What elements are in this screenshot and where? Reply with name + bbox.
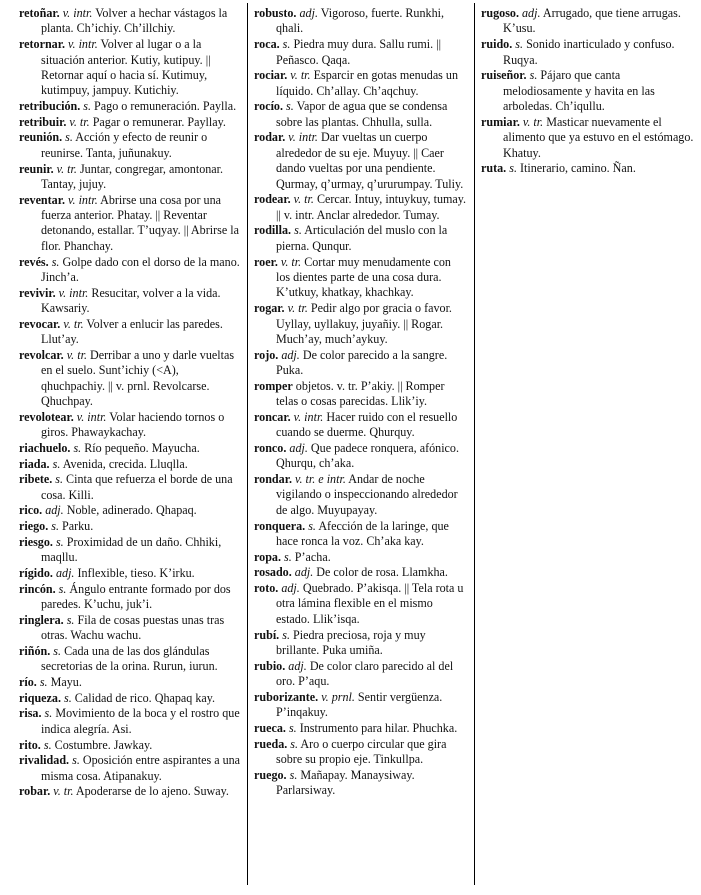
dictionary-entry <box>254 721 468 736</box>
entry-grammar: s. <box>58 581 67 596</box>
dictionary-entry <box>481 115 695 161</box>
dictionary-entry <box>254 130 468 192</box>
dictionary-entry <box>19 255 243 286</box>
dictionary-entry <box>19 193 243 255</box>
entry-grammar: v. tr. <box>56 161 77 176</box>
entry-grammar: adj. <box>289 440 308 455</box>
entry-grammar: v. prnl. <box>321 689 355 704</box>
dictionary-entry <box>19 519 243 534</box>
entry-definition: Volver al lugar o a la situación anterior. Kutiy, kutipuy. || Retornar aquí o hacia sí. Kutimuy, kutimpuy, jampuy. Kutichiy. <box>41 37 211 98</box>
entry-definition: Mayu. <box>50 675 82 689</box>
entry-grammar: v. tr. <box>63 316 84 331</box>
entry-headword: rueda. <box>254 736 288 751</box>
dictionary-entry <box>481 37 695 68</box>
dictionary-entry <box>254 659 468 690</box>
entry-grammar: v. intr. <box>293 409 324 424</box>
entry-definition: Sentir vergüenza. P’inqakuy. <box>276 689 443 720</box>
dictionary-entry <box>254 37 468 68</box>
entry-grammar: adj. <box>522 6 541 20</box>
entry-headword: ringlera. <box>19 612 64 627</box>
entry-grammar: s. <box>43 737 52 752</box>
entry-headword: ropa. <box>254 549 281 564</box>
dictionary-entry <box>19 472 243 503</box>
entry-headword: riego. <box>19 519 49 534</box>
entry-grammar: v. tr. <box>293 192 314 207</box>
entry-headword: rubio. <box>254 658 286 673</box>
dictionary-entry <box>254 410 468 441</box>
dictionary-entry <box>254 301 468 347</box>
dictionary-entry <box>254 192 468 223</box>
entry-definition: Instrumento para hilar. Phuchka. <box>299 720 458 735</box>
entry-definition: Costumbre. Jawkay. <box>54 737 153 752</box>
dictionary-entry <box>19 99 243 114</box>
entry-headword: risa. <box>19 706 42 721</box>
entry-headword: revolotear. <box>19 409 74 424</box>
entry-grammar: adj. <box>45 503 64 518</box>
dictionary-entry <box>19 410 243 441</box>
entry-grammar: s. <box>529 68 538 83</box>
entry-definition: Avenida, crecida. Lluqlla. <box>62 456 188 471</box>
entry-definition: Dar vueltas un cuerpo alrededor de su eje. Muyuy. || Caer dando vueltas por una pendiente. Qurmay, q’urmay, q’ururumpay. Tuliy. <box>276 130 464 191</box>
dictionary-entry <box>19 162 243 193</box>
entry-definition: De color de rosa. Llamkha. <box>316 565 448 580</box>
entry-headword: rodear. <box>254 192 291 207</box>
entry-grammar: s. <box>66 612 75 627</box>
entry-definition: Fila de cosas puestas unas tras otras. Wachu wachu. <box>41 612 225 643</box>
dictionary-entry <box>481 6 695 37</box>
entry-definition: Aro o cuerpo circular que gira sobre su propio eje. Tinkullpa. <box>276 736 447 767</box>
entry-grammar: v. intr. <box>288 130 318 145</box>
entry-headword: rugoso. <box>481 6 519 20</box>
entry-headword: ronquera. <box>254 518 306 533</box>
entry-headword: retribuir. <box>19 114 67 129</box>
dictionary-entry <box>19 582 243 613</box>
entry-grammar: s. <box>55 472 64 487</box>
entry-definition: Afección de la laringe, que hace ronca la voz. Ch’aka kay. <box>276 518 449 548</box>
entry-definition: Piedra preciosa, roja y muy brillante. Puka umiña. <box>276 627 426 657</box>
entry-definition: Articulación del muslo con la pierna. Qunqur. <box>276 223 448 253</box>
entry-headword: río. <box>19 675 37 689</box>
entry-headword: rogar. <box>254 301 285 316</box>
entry-headword: rincón. <box>19 581 56 596</box>
entry-definition: Inflexible, tieso. K’irku. <box>77 565 195 580</box>
entry-definition: Itinerario, camino. Ñan. <box>520 161 636 176</box>
dictionary-entry <box>19 441 243 456</box>
dictionary-entry <box>19 753 243 784</box>
entry-definition: Ángulo entrante formado por dos paredes. K’uchu, juk’i. <box>41 581 231 612</box>
entry-headword: riada. <box>19 456 50 471</box>
entry-grammar: s. <box>64 690 72 705</box>
entry-headword: revocar. <box>19 316 61 331</box>
entry-definition: Quebrado. P’akisqa. || Tela rota u otra lámina flexible en el mismo estado. Llik’isqa. <box>276 581 464 626</box>
entry-headword: ronco. <box>254 440 287 455</box>
dictionary-entry <box>481 68 695 114</box>
entry-definition: Volver a hechar vástagos la planta. Ch’ichiy. Ch’illchiy. <box>41 6 228 36</box>
entry-definition: Acción y efecto de reunir o reunirse. Tanta, juñunakuy. <box>41 130 208 160</box>
dictionary-entry <box>19 286 243 317</box>
dictionary-entry <box>19 613 243 644</box>
entry-definition: Masticar nuevamente el alimento que ya estuvo en el estómago. Khatuy. <box>503 114 694 160</box>
entry-headword: retribución. <box>19 99 81 114</box>
entry-headword: rito. <box>19 737 41 752</box>
entry-headword: rodilla. <box>254 223 292 238</box>
entry-grammar: v. tr. e intr. <box>295 472 346 487</box>
entry-grammar: s. <box>51 519 59 534</box>
entry-grammar: s. <box>282 627 290 642</box>
entry-definition: Que padece ronquera, afónico. Qhurqu, ch’aka. <box>276 440 459 471</box>
entry-grammar: s. <box>294 223 302 238</box>
entry-definition: Abrirse una cosa por una fuerza anterior. Phatay. || Reventar detonando, estallar. T’uqyay. || Abrirse la flor. Phanchay. <box>41 192 239 253</box>
dictionary-entry <box>19 644 243 675</box>
entry-definition: Derribar a uno y darle vueltas en el suelo. Sunt’ichiy (<A), qhuchpachiy. || v. prnl. Revolcarse. Qhuchpay. <box>41 347 235 409</box>
dictionary-entry <box>19 130 243 161</box>
entry-headword: robar. <box>19 784 51 799</box>
entry-grammar: s. <box>290 736 299 751</box>
entry-headword: rociar. <box>254 68 288 83</box>
dictionary-entry <box>19 675 243 690</box>
entry-headword: rodar. <box>254 130 286 145</box>
entry-definition: Vapor de agua que se condensa sobre las plantas. Chhulla, sulla. <box>276 99 448 129</box>
dictionary-entry <box>254 628 468 659</box>
entry-definition: Sonido inarticulado y confuso. Ruqya. <box>503 37 675 67</box>
entry-headword: rosado. <box>254 565 292 580</box>
entry-grammar: s. <box>289 767 298 782</box>
entry-headword: ruego. <box>254 767 287 782</box>
entry-definition: Pago o remuneración. Paylla. <box>94 99 237 114</box>
column-divider <box>247 3 248 885</box>
entry-grammar: v. tr. <box>287 301 308 316</box>
entry-definition: Cercar. Intuy, intuykuy, tumay. || v. intr. Anclar alrededor. Tumay. <box>276 192 467 222</box>
entry-headword: reventar. <box>19 192 66 207</box>
entry-definition: Piedra muy dura. Sallu rumi. || Peñasco. Qaqa. <box>276 37 442 67</box>
dictionary-entry <box>19 115 243 130</box>
dictionary-entry <box>19 784 243 799</box>
dictionary-entry <box>19 457 243 472</box>
entry-headword: romper <box>254 378 293 393</box>
entry-headword: revolcar. <box>19 347 64 362</box>
column-divider <box>474 3 475 885</box>
dictionary-entry <box>19 738 243 753</box>
dictionary-entry <box>481 161 695 176</box>
entry-headword: robusto. <box>254 6 297 20</box>
dictionary-entry <box>19 566 243 581</box>
entry-grammar: s. <box>308 518 316 533</box>
dictionary-entry <box>254 565 468 580</box>
entry-definition: Parku. <box>62 519 94 534</box>
entry-grammar: adj. <box>294 565 314 580</box>
entry-grammar: s. <box>73 440 82 455</box>
entry-definition: Mañapay. Manaysiway. Parlarsiway. <box>276 767 415 798</box>
entry-headword: retoñar. <box>19 6 60 20</box>
entry-definition: P’acha. <box>294 549 331 564</box>
entry-headword: roca. <box>254 37 280 52</box>
entry-grammar: v. tr. <box>280 254 302 269</box>
entry-definition: Pagar o remunerar. Payllay. <box>92 114 226 129</box>
entry-headword: ruido. <box>481 37 513 52</box>
entry-grammar: adj. <box>55 565 75 580</box>
entry-headword: rubí. <box>254 627 280 642</box>
entry-definition: Vigoroso, fuerte. Runkhi, qhali. <box>276 6 444 36</box>
entry-grammar: s. <box>44 706 53 721</box>
entry-headword: revés. <box>19 254 49 269</box>
dictionary-entry <box>254 441 468 472</box>
dictionary-entry <box>254 472 468 518</box>
entry-grammar: s. <box>72 753 80 768</box>
dictionary-entry <box>254 348 468 379</box>
entry-grammar: s. <box>284 549 292 564</box>
entry-definition: Cinta que refuerza el borde de una cosa. Killi. <box>41 472 233 502</box>
dictionary-entry <box>254 6 468 37</box>
dictionary-entry <box>254 255 468 301</box>
entry-headword: riqueza. <box>19 690 61 705</box>
entry-definition: Volver a enlucir las paredes. Llut’ay. <box>41 316 223 347</box>
entry-definition: objetos. v. tr. P’akiy. || Romper telas o cosas parecidas. Llik’iy. <box>276 378 445 409</box>
entry-definition: Juntar, congregar, amontonar. Tantay, jujuy. <box>41 161 224 191</box>
entry-definition: Arrugado, que tiene arrugas. K’usu. <box>503 6 681 36</box>
dictionary-entry <box>254 581 468 627</box>
entry-headword: riñón. <box>19 643 51 658</box>
entry-headword: retornar. <box>19 37 66 52</box>
entry-definition: Apoderarse de lo ajeno. Suway. <box>75 784 229 799</box>
entry-grammar: s. <box>53 643 62 658</box>
entry-grammar: adj. <box>281 347 300 362</box>
entry-grammar: v. tr. <box>290 68 311 83</box>
entry-headword: riesgo. <box>19 534 53 549</box>
entry-grammar: s. <box>39 675 48 689</box>
entry-headword: ruiseñor. <box>481 68 527 83</box>
dictionary-entry <box>19 503 243 518</box>
dictionary-entry <box>254 550 468 565</box>
dictionary-entry <box>254 223 468 254</box>
entry-grammar: s. <box>288 720 297 735</box>
entry-definition: De color parecido a la sangre. Puka. <box>276 347 448 378</box>
entry-headword: reunión. <box>19 130 63 145</box>
entry-headword: rumiar. <box>481 114 520 129</box>
dictionary-entry <box>19 691 243 706</box>
entry-definition: Proximidad de un daño. Chhiki, maqllu. <box>41 534 222 565</box>
entry-grammar: s. <box>55 534 64 549</box>
dictionary-entry <box>254 68 468 99</box>
entry-grammar: v. intr. <box>58 285 89 300</box>
entry-definition: Cada una de las dos glándulas secretorias de la orina. Rurun, iurun. <box>41 643 218 674</box>
entry-definition: Cortar muy menudamente con los dientes parte de una cosa dura. K’utkuy, khatkay, khachkay. <box>276 254 451 300</box>
dictionary-column-1 <box>19 6 243 800</box>
entry-headword: revivir. <box>19 285 56 300</box>
dictionary-entry <box>254 690 468 721</box>
entry-grammar: s. <box>51 254 60 269</box>
dictionary-column-2 <box>254 6 468 799</box>
entry-headword: rojo. <box>254 347 279 362</box>
entry-definition: Movimiento de la boca y el rostro que indica alegría. Asi. <box>41 706 240 736</box>
entry-grammar: v. intr. <box>62 6 93 20</box>
entry-definition: Noble, adinerado. Qhapaq. <box>66 503 197 518</box>
entry-headword: rígido. <box>19 565 53 580</box>
entry-headword: ruborizante. <box>254 689 319 704</box>
entry-definition: Golpe dado con el dorso de la mano. Jinch’a. <box>41 254 240 284</box>
entry-grammar: s. <box>65 130 73 145</box>
entry-grammar: v. intr. <box>76 409 107 424</box>
entry-definition: Calidad de rico. Qhapaq kay. <box>74 690 216 705</box>
entry-headword: rivalidad. <box>19 753 70 768</box>
entry-grammar: s. <box>515 37 524 52</box>
entry-definition: Oposición entre aspirantes a una misma cosa. Atipanakuy. <box>41 753 241 783</box>
dictionary-entry <box>254 768 468 799</box>
entry-headword: rocío. <box>254 99 283 114</box>
entry-grammar: v. tr. <box>522 114 544 129</box>
entry-grammar: v. tr. <box>53 784 74 799</box>
entry-headword: rondar. <box>254 472 292 487</box>
entry-headword: rueca. <box>254 720 286 735</box>
entry-headword: ribete. <box>19 472 53 487</box>
entry-headword: ruta. <box>481 161 507 176</box>
entry-headword: roer. <box>254 254 278 269</box>
dictionary-entry <box>19 37 243 99</box>
entry-definition: Esparcir en gotas menudas un líquido. Ch’allay. Ch’aqchuy. <box>276 68 459 98</box>
entry-definition: Hacer ruido con el resuello cuando se duerme. Qhurquy. <box>276 409 458 440</box>
entry-headword: roto. <box>254 581 279 596</box>
entry-grammar: s. <box>52 456 61 471</box>
entry-grammar: s. <box>509 161 517 176</box>
entry-headword: roncar. <box>254 409 291 424</box>
entry-grammar: v. intr. <box>68 37 98 52</box>
entry-grammar: v. tr. <box>66 347 87 362</box>
entry-grammar: adj. <box>299 6 318 20</box>
entry-grammar: adj. <box>288 658 307 673</box>
dictionary-entry <box>19 6 243 37</box>
dictionary-column-3 <box>481 6 695 177</box>
dictionary-entry <box>19 535 243 566</box>
entry-grammar: v. tr. <box>69 114 90 129</box>
dictionary-entry <box>254 99 468 130</box>
entry-definition: Andar de noche vigilando o inspeccionando alrededor de algo. Muyupayay. <box>276 472 458 517</box>
entry-headword: riachuelo. <box>19 440 71 455</box>
entry-grammar: s. <box>282 37 291 52</box>
dictionary-entry <box>19 706 243 737</box>
entry-grammar: adj. <box>281 581 300 596</box>
entry-grammar: s. <box>83 99 92 114</box>
entry-definition: Volar haciendo tornos o giros. Phawaykachay. <box>41 409 225 440</box>
dictionary-entry <box>254 737 468 768</box>
entry-definition: Pájaro que canta melodiosamente y havita en las arboledas. Ch’iqullu. <box>503 68 655 114</box>
dictionary-entry <box>19 348 243 410</box>
dictionary-entry <box>254 379 468 410</box>
entry-definition: Pedir algo por gracia o favor. Uyllay, uyllakuy, juyañiy. || Rogar. Much’ay, much’aykuy. <box>276 301 452 346</box>
entry-definition: Río pequeño. Mayucha. <box>84 440 200 455</box>
dictionary-entry <box>254 519 468 550</box>
entry-definition: Resucitar, volver a la vida. Kawsariy. <box>41 285 221 316</box>
entry-grammar: s. <box>286 99 294 114</box>
entry-definition: De color claro parecido al del oro. P’aqu. <box>276 658 454 689</box>
entry-grammar: v. intr. <box>68 192 98 207</box>
dictionary-entry <box>19 317 243 348</box>
entry-headword: rico. <box>19 503 43 518</box>
entry-headword: reunir. <box>19 161 54 176</box>
